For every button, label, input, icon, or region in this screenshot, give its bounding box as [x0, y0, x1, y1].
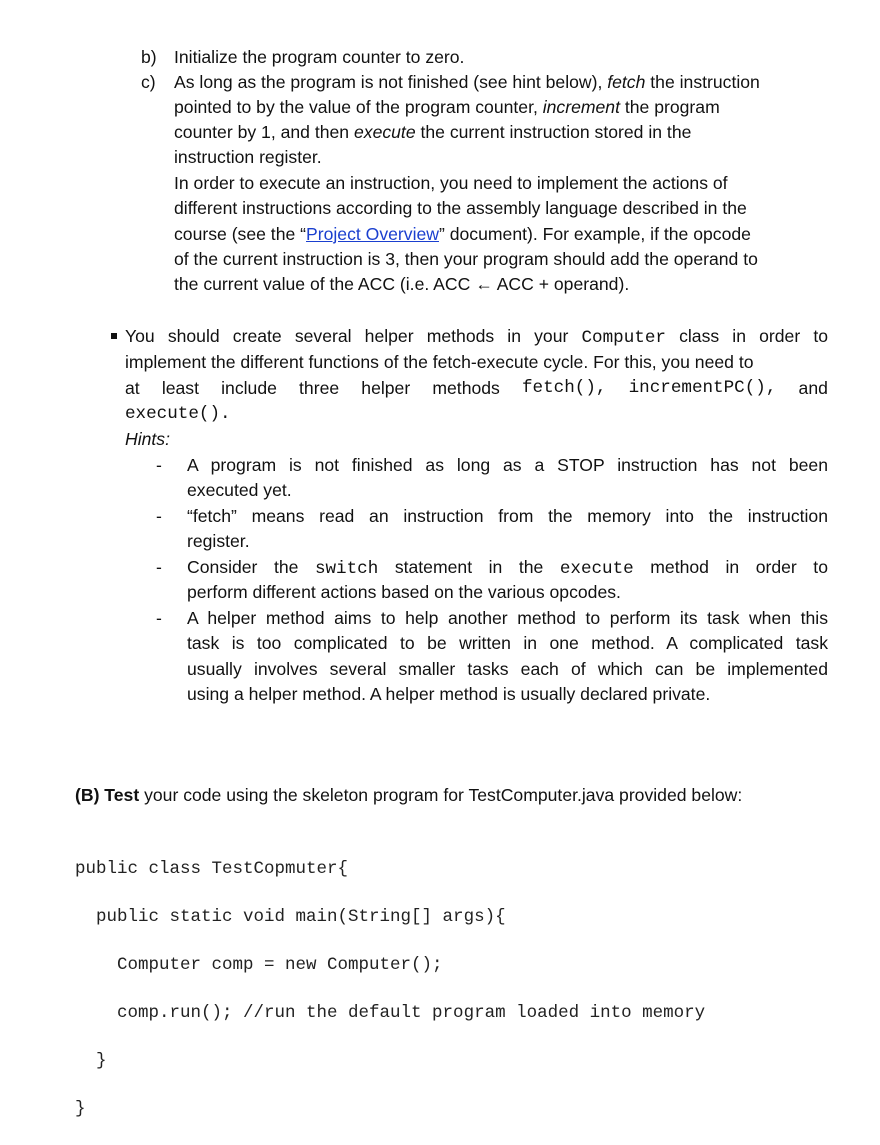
item-c-para2-line-3	[174, 222, 751, 247]
computer-class-code: Computer	[581, 328, 666, 348]
bullet-line-3-word-4: three	[299, 378, 340, 398]
hint-4-line-2: task is too complicated to be written in one method. A complicated task	[187, 633, 828, 653]
hint-4-line-3: usually involves several smaller tasks each of which can be implemented	[187, 659, 828, 679]
item-c-para2-line-5: the current value of the ACC (i.e. ACC ← ACC + operand).	[174, 274, 630, 294]
item-b-label: b)	[141, 47, 157, 67]
item-c-line-3-end: the current instruction stored in the	[415, 122, 692, 142]
code-line-4: comp.run(); //run the default program loaded into memory	[75, 1003, 706, 1023]
hint-2-line-2: register.	[187, 531, 250, 551]
fetch-method-code: fetch(),	[521, 378, 607, 398]
item-c-line-1	[174, 70, 760, 95]
item-c-line-2-start: pointed to by the value of the program counter,	[174, 97, 543, 117]
item-b-text: Initialize the program counter to zero.	[174, 47, 465, 67]
hint-4-dash-icon: -	[156, 608, 162, 628]
item-c-line-4: instruction register.	[174, 147, 322, 167]
bullet-line-1-start: You should create several helper methods in your	[125, 326, 582, 346]
item-c-line-1-end: the instruction	[645, 72, 760, 92]
hint-1-dash-icon: -	[156, 455, 162, 475]
item-c-line-3	[174, 120, 691, 145]
section-b-label: (B) Test	[75, 785, 140, 805]
item-c-line-2	[174, 95, 720, 120]
hint-2-dash-icon: -	[156, 506, 162, 526]
item-c-para2-line-3-start: course (see the “	[174, 224, 307, 244]
hint-3-line-2: perform different actions based on the various opcodes.	[187, 582, 621, 602]
hint-3-dash-icon: -	[156, 557, 162, 577]
increment-emphasis: increment	[542, 97, 620, 117]
execute-keyword-code: execute	[559, 559, 634, 579]
bullet-line-3-word-1: at	[125, 378, 140, 398]
hint-1-line-2: executed yet.	[187, 480, 292, 500]
incrementpc-method-code: incrementPC(),	[628, 378, 777, 398]
hints-label: Hints:	[125, 429, 170, 449]
bullet-line-3-word-3: include	[221, 378, 277, 398]
hint-3-line-1-middle: statement in the	[378, 557, 560, 577]
execute-method-code: execute().	[125, 404, 231, 424]
bullet-line-3	[125, 376, 828, 401]
bullet-line-3-word-2: least	[161, 378, 199, 398]
hint-4-line-4: using a helper method. A helper method is usually declared private.	[187, 684, 711, 704]
section-b-text: your code using the skeleton program for TestComputer.java provided below:	[139, 785, 743, 805]
fetch-emphasis: fetch	[607, 72, 646, 92]
item-c-para2-line-4: of the current instruction is 3, then your program should add the operand to	[174, 249, 758, 269]
hint-3-line-1-start: Consider the	[187, 557, 315, 577]
code-line-5: }	[75, 1051, 107, 1071]
code-line-2: public static void main(String[] args){	[75, 907, 506, 927]
item-c-line-1-start: As long as the program is not finished (see hint below),	[174, 72, 608, 92]
code-line-6: }	[75, 1099, 86, 1119]
bullet-line-2: implement the different functions of the fetch-execute cycle. For this, you need to	[125, 352, 754, 372]
hint-1-line-1: A program is not finished as long as a STOP instruction has not been	[187, 455, 828, 475]
bullet-line-1	[125, 324, 828, 351]
bullet-line-3-word-7: and	[798, 378, 828, 398]
bullet-line-3-word-6: methods	[432, 378, 500, 398]
hint-2-line-1: “fetch” means read an instruction from the memory into the instruction	[187, 506, 828, 526]
project-overview-link[interactable]: Project Overview	[306, 224, 439, 244]
switch-keyword-code: switch	[314, 559, 379, 579]
item-c-para2-line-2: different instructions according to the assembly language described in the	[174, 198, 747, 218]
code-line-1: public class TestCopmuter{	[75, 859, 349, 879]
item-c-para2-line-1: In order to execute an instruction, you need to implement the actions of	[174, 173, 728, 193]
bullet-line-3-word-5: helper	[361, 378, 411, 398]
code-block	[75, 833, 705, 1145]
hint-3-line-1	[187, 555, 828, 582]
item-c-line-3-start: counter by 1, and then	[174, 122, 354, 142]
hint-4-line-1: A helper method aims to help another method to perform its task when this	[187, 608, 828, 628]
item-c-label: c)	[141, 72, 156, 92]
code-line-3: Computer comp = new Computer();	[75, 955, 443, 975]
item-c-para2-line-3-end: ” document). For example, if the opcode	[438, 224, 751, 244]
section-b-heading	[75, 783, 742, 808]
hint-3-line-1-end: method in order to	[633, 557, 828, 577]
item-c-line-2-end: the program	[619, 97, 720, 117]
square-bullet-icon	[111, 333, 117, 339]
bullet-line-1-end: class in order to	[665, 326, 829, 346]
execute-emphasis: execute	[353, 122, 416, 142]
